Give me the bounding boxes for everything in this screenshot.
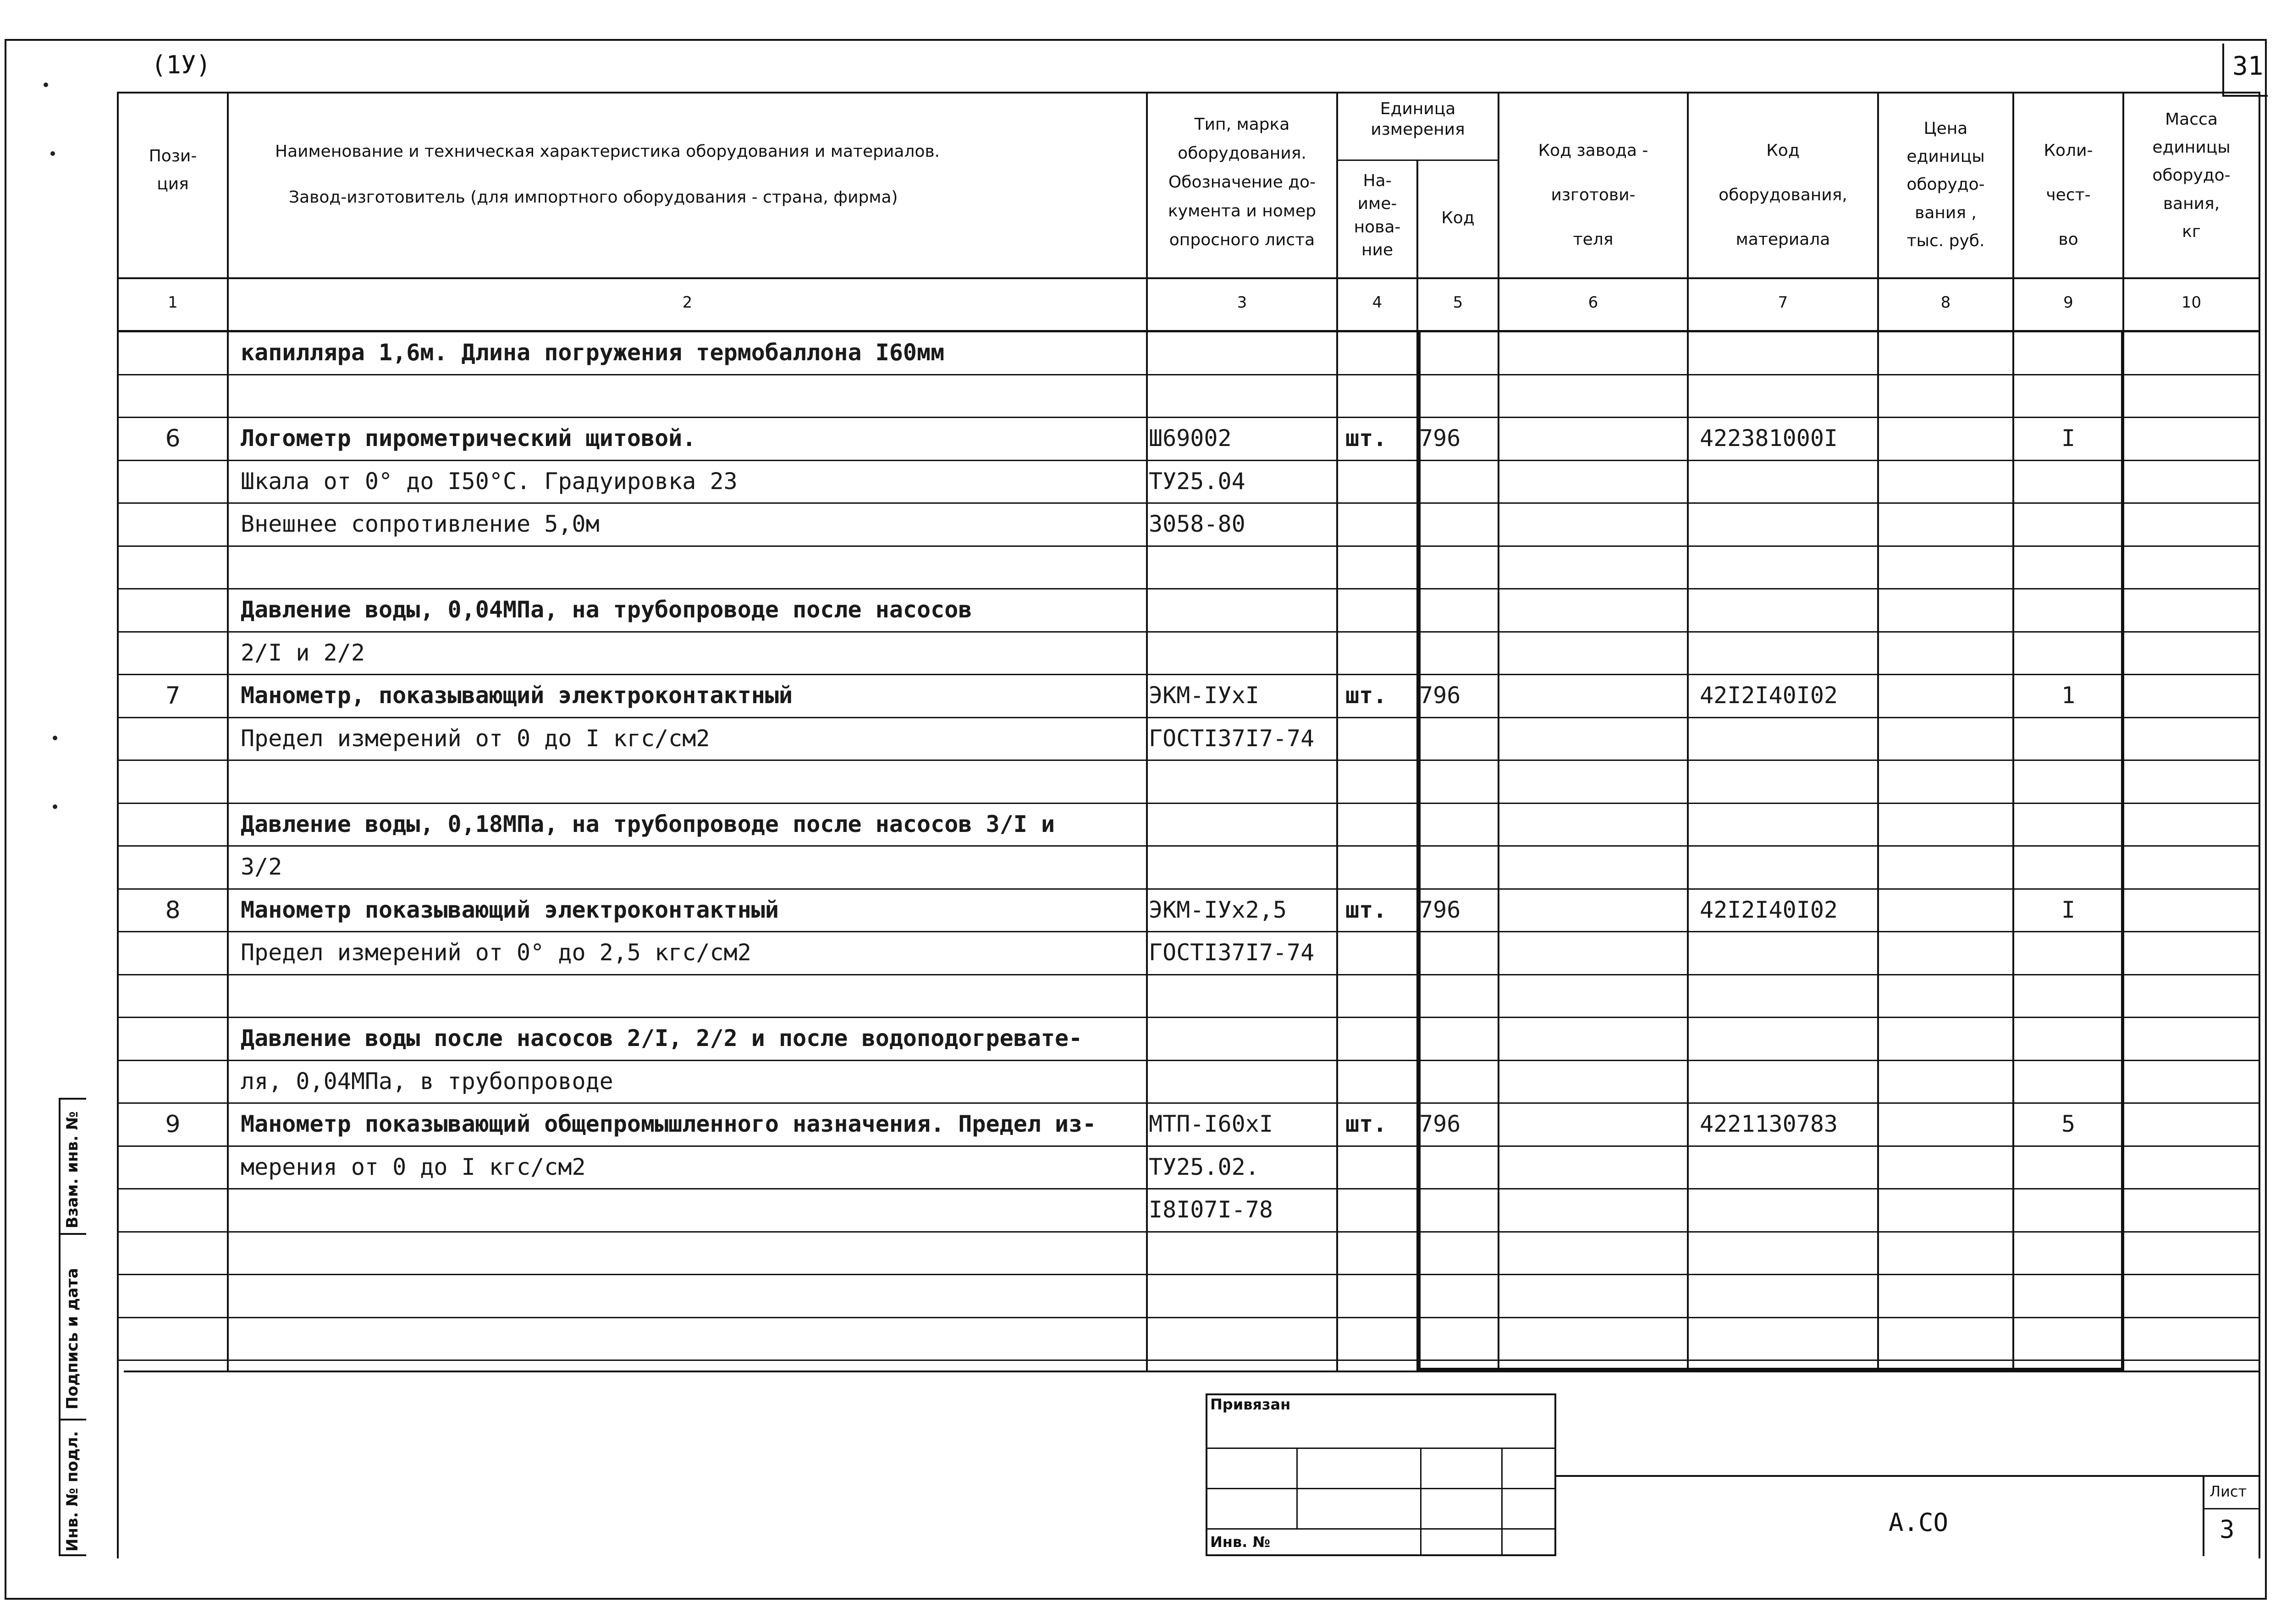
row-divider: [117, 1360, 2260, 1361]
privyazan-rule: [1206, 1448, 1556, 1449]
cell-name: капилляра 1,6м. Длина погружения термобаллона I60мм: [241, 339, 945, 366]
binding-dot: [53, 736, 57, 740]
col-line-3-4: [1336, 92, 1338, 1371]
cell-equipment-code: 422381000I: [1700, 425, 1838, 451]
row-divider: [117, 545, 2260, 547]
page-number-top: 31: [2232, 51, 2264, 81]
privyazan-col: [1501, 1448, 1503, 1556]
cell-name: Манометр, показывающий электроконтактный: [241, 682, 793, 709]
cell-quantity: 1: [2061, 682, 2076, 709]
row-divider: [117, 845, 2260, 847]
privyazan-col: [1420, 1448, 1421, 1556]
list-number: 3: [2220, 1515, 2235, 1544]
row-divider: [117, 460, 2260, 461]
row-divider: [117, 631, 2260, 633]
header-equipment-code: Код оборудования, материала: [1719, 141, 1847, 249]
cell-name: мерения от 0 до I кгс/см2: [241, 1154, 586, 1180]
cell-name: Манометр показывающий электроконтактный: [241, 897, 779, 923]
row-divider: [117, 974, 2260, 975]
cell-name: ля, 0,04МПа, в трубопроводе: [241, 1068, 613, 1095]
cell-unit: шт.: [1345, 1111, 1387, 1137]
privyazan-col: [1296, 1448, 1298, 1528]
margin-label-podpis-data: Подпись и дата: [63, 1268, 82, 1409]
header-price: Цена единицы оборудо- вания , тыс. руб.: [1906, 119, 1985, 250]
header-name-line1: Наименование и техническая характеристика оборудования и материалов.: [275, 142, 940, 161]
privyazan-rule: [1206, 1488, 1556, 1489]
cell-position: 9: [165, 1111, 181, 1138]
binding-dot: [53, 804, 57, 809]
sheet-marker: (1У): [151, 50, 211, 79]
row-divider: [117, 1317, 2260, 1318]
list-box-divider: [2203, 1508, 2260, 1509]
header-name-line2: Завод-изготовитель (для импортного оборудования - страна, фирма): [289, 188, 898, 207]
cell-name: Внешнее сопротивление 5,0м: [241, 511, 600, 537]
cell-position: 8: [165, 897, 181, 924]
privyazan-rule: [1206, 1528, 1556, 1530]
cell-position: 7: [165, 682, 181, 710]
cell-name: Давление воды после насосов 2/I, 2/2 и после водоподогревате-: [241, 1025, 1083, 1051]
cell-name: Манометр показывающий общепромышленного назначения. Предел из-: [241, 1111, 1096, 1137]
cell-equipment-code: 4221130783: [1700, 1111, 1838, 1137]
row-divider: [117, 1102, 2260, 1104]
header-mass: Масса единицы оборудо- вания, кг: [2152, 110, 2231, 241]
column-number: 5: [1453, 293, 1463, 312]
cell-name: Давление воды, 0,04МПа, на трубопроводе после насосов: [241, 596, 972, 623]
cell-type: ТУ25.04: [1149, 468, 1245, 495]
col-line-2-3: [1146, 92, 1148, 1371]
row-divider: [117, 1145, 2260, 1147]
cell-type: МТП-I60xI: [1149, 1111, 1273, 1137]
cell-name: Предел измерений от 0 до I кгс/см2: [241, 725, 710, 752]
row-divider: [117, 1231, 2260, 1233]
cell-unit-code: 796: [1419, 425, 1461, 451]
row-divider: [117, 374, 2260, 375]
row-divider: [117, 417, 2260, 418]
binding-dot: [44, 83, 48, 87]
header-unit-group: Единица измерения: [1371, 99, 1465, 139]
row-divider: [117, 674, 2260, 675]
header-factory-code: Код завода - изготови- теля: [1538, 141, 1648, 249]
inv-no-label: Инв. №: [1210, 1533, 1270, 1551]
row-divider: [117, 760, 2260, 761]
cell-unit: шт.: [1345, 425, 1387, 451]
column-number: 9: [2063, 293, 2073, 312]
cell-position: 6: [165, 425, 181, 452]
column-number: 10: [2181, 293, 2202, 312]
row-divider: [117, 717, 2260, 718]
cell-type: 3058-80: [1149, 511, 1245, 537]
margin-divider: [59, 1419, 86, 1420]
row-divider: [117, 1060, 2260, 1061]
row-divider: [117, 888, 2260, 890]
cell-equipment-code: 42I2I40I02: [1700, 897, 1838, 923]
cell-name: Давление воды, 0,18МПа, на трубопроводе после насосов 3/I и: [241, 811, 1055, 837]
margin-label-inv-podl: Инв. № подл.: [63, 1431, 82, 1552]
header-quantity: Коли- чест- во: [2044, 141, 2093, 249]
cell-quantity: 5: [2061, 1111, 2076, 1137]
cell-equipment-code: 42I2I40I02: [1700, 682, 1838, 709]
cell-name: Шкала от 0° до I50°С. Градуировка 23: [241, 468, 738, 495]
row-divider: [117, 803, 2260, 804]
cell-quantity: I: [2061, 897, 2076, 923]
column-number: 7: [1778, 293, 1788, 312]
cell-unit-code: 796: [1419, 897, 1461, 923]
cell-type: ГОСТI37I7-74: [1149, 939, 1315, 966]
header-type: Тип, марка оборудования. Обозначение до- кумента и номер опросного листа: [1168, 115, 1316, 249]
col-line-left: [117, 92, 119, 1558]
row-divider: [117, 588, 2260, 589]
privyazan-label: Привязан: [1210, 1396, 1291, 1413]
cell-type: I8I07I-78: [1149, 1196, 1273, 1223]
cell-name: Логометр пирометрический щитовой.: [241, 425, 696, 451]
table-bottom-border: [124, 1371, 2260, 1372]
row-divider: [117, 931, 2260, 932]
header-unit-name: На- име- нова- ние: [1354, 171, 1401, 260]
binding-dot: [50, 151, 55, 156]
column-number: 6: [1588, 293, 1598, 312]
row-divider: [117, 1017, 2260, 1018]
margin-label-vzam-inv: Взам. инв. №: [63, 1111, 82, 1228]
cell-name: Предел измерений от 0° до 2,5 кгс/см2: [241, 939, 751, 966]
privyazan-box: [1206, 1393, 1556, 1556]
list-label: Лист: [2209, 1483, 2247, 1500]
column-number: 1: [168, 293, 178, 312]
col-line-1-2: [227, 92, 229, 1371]
header-position: Пози- ция: [149, 147, 197, 194]
header-unit-code: Код: [1441, 209, 1475, 227]
margin-divider: [59, 1233, 86, 1235]
row-divider: [117, 502, 2260, 504]
cell-unit: шт.: [1345, 897, 1387, 923]
cell-quantity: I: [2061, 425, 2076, 451]
column-number: 2: [682, 293, 693, 312]
cell-unit-code: 796: [1419, 1111, 1461, 1137]
row-divider: [117, 1188, 2260, 1189]
table-top-border: [117, 92, 2260, 94]
cell-name: 2/I и 2/2: [241, 639, 365, 666]
cell-unit: шт.: [1345, 682, 1387, 709]
column-number: 3: [1237, 293, 1247, 312]
column-number: 4: [1372, 293, 1383, 312]
column-number: 8: [1940, 293, 1951, 312]
col-line-right: [2259, 92, 2260, 1558]
cell-unit-code: 796: [1419, 682, 1461, 709]
document-code: А.СО: [1889, 1508, 1949, 1537]
cell-type: ГОСТI37I7-74: [1149, 725, 1315, 752]
row-divider: [117, 1274, 2260, 1275]
cell-type: ТУ25.02.: [1149, 1154, 1259, 1180]
title-block-top: [1556, 1475, 2260, 1477]
cell-name: 3/2: [241, 853, 282, 880]
cell-type: Ш69002: [1149, 425, 1232, 451]
cell-type: ЭКМ-IУх2,5: [1149, 897, 1287, 923]
header-bottom-border: [117, 277, 2260, 279]
code-block-border: [1418, 331, 2124, 1371]
cell-type: ЭКМ-IУxI: [1149, 682, 1259, 709]
